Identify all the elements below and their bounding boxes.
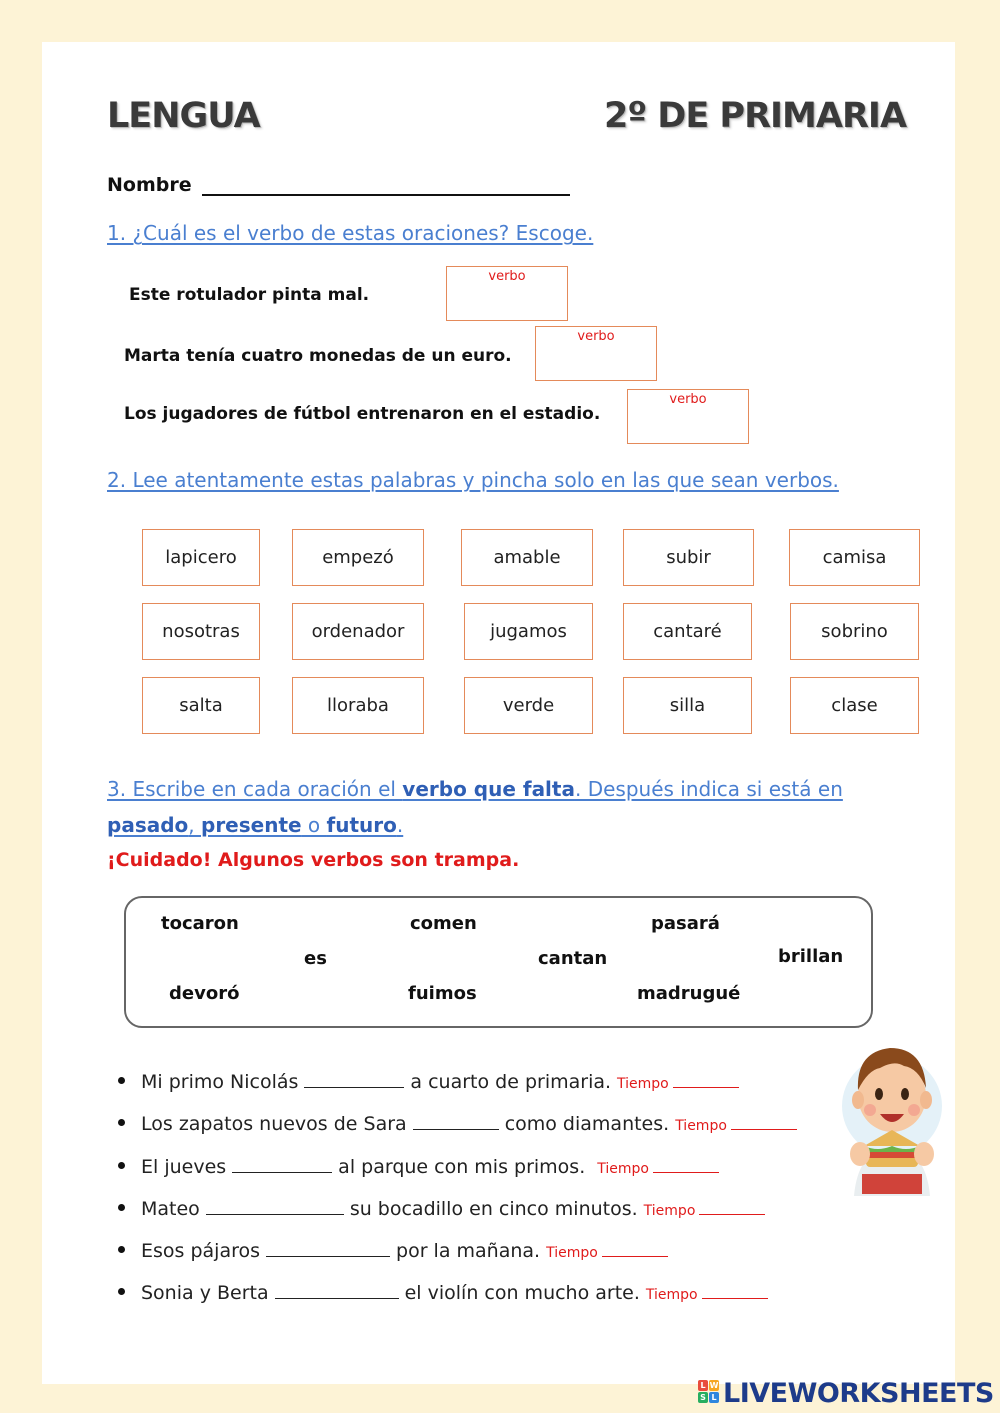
bank-word: pasará (651, 913, 720, 934)
section1-title: 1. ¿Cuál es el verbo de estas oraciones? Escoge. (107, 221, 594, 245)
tiempo-label: Tiempo (597, 1161, 649, 1177)
sentence-1: Este rotulador pinta mal. (129, 285, 370, 305)
tiempo-label: Tiempo (546, 1245, 598, 1261)
boy-ear (920, 1091, 932, 1109)
bank-word: cantan (538, 948, 608, 969)
separator: , (188, 813, 201, 837)
liveworksheets-logo-icon: L W S L (698, 1380, 720, 1404)
tiempo-label: Tiempo (645, 1287, 698, 1303)
boy-cheek (864, 1104, 876, 1116)
tiempo-label: Tiempo (675, 1118, 727, 1134)
tiempo-blank-6[interactable] (702, 1287, 768, 1299)
word-option[interactable]: silla (623, 677, 752, 734)
sentence-text: Esos pájaros (141, 1240, 261, 1262)
tiempo-blank-1[interactable] (673, 1076, 739, 1088)
fill-sentence-3 (118, 1156, 719, 1178)
fill-sentence-6 (118, 1282, 768, 1304)
nombre-label: Nombre (107, 174, 192, 196)
verb-box-label: verbo (669, 392, 707, 407)
sentence-2: Marta tenía cuatro monedas de un euro. (124, 346, 512, 366)
bank-word: tocaron (161, 913, 239, 934)
tense-presente: presente (201, 813, 302, 837)
bullet (118, 1246, 125, 1253)
verb-box-label: verbo (488, 269, 526, 284)
bank-word: es (304, 948, 327, 969)
nombre-blank (202, 176, 570, 196)
verb-dropdown-2[interactable] (535, 326, 657, 381)
word-option[interactable]: camisa (789, 529, 920, 586)
boy-ear (852, 1091, 864, 1109)
verb-blank-4[interactable] (206, 1199, 344, 1215)
verb-blank-1[interactable] (304, 1072, 404, 1088)
section3-title-text: 3. Escribe en cada oración el (107, 777, 403, 801)
word-option[interactable]: subir (623, 529, 754, 586)
sentence-text: a cuarto de primaria. (410, 1071, 612, 1093)
word-option[interactable]: jugamos (464, 603, 593, 660)
section3-title-line2 (107, 813, 403, 837)
bank-word: fuimos (408, 983, 477, 1004)
sentence-text: al parque con mis primos. (338, 1156, 586, 1178)
tiempo-blank-2[interactable] (731, 1118, 797, 1130)
sentence-text: como diamantes. (504, 1113, 670, 1135)
sentence-text: El jueves (141, 1156, 227, 1178)
word-option[interactable]: empezó (292, 529, 424, 586)
word-option[interactable]: cantaré (623, 603, 752, 660)
sentence-text: Los zapatos nuevos de Sara (141, 1113, 407, 1135)
tiempo-label: Tiempo (643, 1203, 696, 1219)
sentence-text: Sonia y Berta (141, 1282, 269, 1304)
bullet (118, 1288, 125, 1295)
sentence-text: su bocadillo en cinco minutos. (349, 1198, 638, 1220)
tense-futuro: futuro (326, 813, 397, 837)
bullet (118, 1204, 125, 1211)
word-option[interactable]: lapicero (142, 529, 260, 586)
boy-cheek (908, 1104, 920, 1116)
bank-word: brillan (778, 946, 844, 967)
fill-sentence-2 (118, 1113, 797, 1135)
sentence-text: por la mañana. (396, 1240, 541, 1262)
word-option[interactable]: nosotras (142, 603, 260, 660)
verb-blank-6[interactable] (275, 1283, 399, 1299)
bullet (118, 1162, 125, 1169)
word-option[interactable]: ordenador (292, 603, 424, 660)
verb-dropdown-3[interactable] (627, 389, 749, 444)
fill-sentence-1 (118, 1071, 739, 1093)
bank-word: madrugué (637, 983, 741, 1004)
boy-with-sandwich-illustration (832, 1038, 952, 1196)
tense-pasado: pasado (107, 813, 189, 837)
verb-blank-2[interactable] (413, 1114, 499, 1130)
fill-sentence-4 (118, 1198, 765, 1220)
liveworksheets-brand: LIVEWORKSHEETS (723, 1378, 994, 1409)
separator: o (301, 813, 327, 837)
section3-title-bold: verbo que falta (402, 777, 575, 801)
word-option[interactable]: verde (464, 677, 593, 734)
tiempo-label: Tiempo (617, 1076, 669, 1092)
bank-word: comen (410, 913, 477, 934)
warning-text: ¡Cuidado! Algunos verbos son trampa. (107, 849, 520, 871)
fill-sentence-5 (118, 1240, 668, 1262)
bank-word: devoró (169, 983, 240, 1004)
word-option[interactable]: clase (790, 677, 919, 734)
boy-hand (914, 1142, 934, 1166)
bullet (118, 1119, 125, 1126)
tiempo-blank-5[interactable] (602, 1245, 668, 1257)
word-option[interactable]: sobrino (790, 603, 919, 660)
section2-title: 2. Lee atentamente estas palabras y pincha solo en las que sean verbos. (107, 468, 839, 492)
section3-title-text: . Después indica si está en (574, 777, 843, 801)
boy-pants (862, 1174, 922, 1194)
word-option[interactable]: salta (142, 677, 260, 734)
boy-hand (850, 1142, 870, 1166)
sentence-text: Mi primo Nicolás (141, 1071, 299, 1093)
tiempo-blank-3[interactable] (653, 1161, 719, 1173)
boy-eye (901, 1088, 909, 1100)
verb-box-label: verbo (577, 329, 615, 344)
verb-blank-5[interactable] (266, 1241, 390, 1257)
word-option[interactable]: lloraba (292, 677, 424, 734)
grade-title: 2º DE PRIMARIA (604, 96, 907, 136)
sandwich-tomato (868, 1152, 916, 1159)
word-option[interactable]: amable (461, 529, 593, 586)
boy-eye (875, 1088, 883, 1100)
tiempo-blank-4[interactable] (699, 1203, 765, 1215)
section3-title (107, 777, 843, 801)
bullet (118, 1077, 125, 1084)
sentence-text: Mateo (141, 1198, 200, 1220)
sentence-3: Los jugadores de fútbol entrenaron en el estadio. (124, 404, 601, 424)
separator: . (396, 813, 404, 837)
nombre-row (107, 174, 570, 196)
sandwich-bread (866, 1158, 918, 1167)
verb-blank-3[interactable] (232, 1157, 332, 1173)
sentence-text: el violín con mucho arte. (404, 1282, 640, 1304)
subject-title: LENGUA (107, 96, 260, 136)
verb-dropdown-1[interactable] (446, 266, 568, 321)
